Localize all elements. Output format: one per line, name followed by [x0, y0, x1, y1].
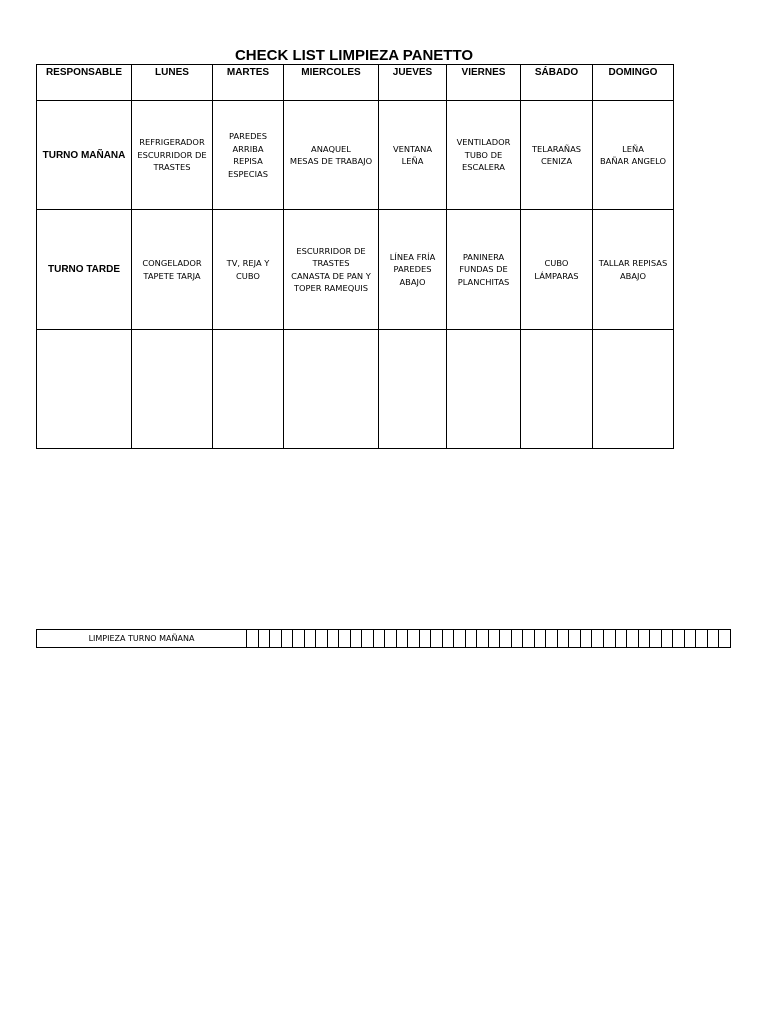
check-box-cell[interactable]	[603, 630, 615, 648]
task-cell	[521, 101, 593, 210]
check-box-cell[interactable]	[523, 630, 535, 648]
check-box-cell[interactable]	[638, 630, 650, 648]
task-line: ESCURRIDOR DE	[137, 149, 207, 160]
table-row	[37, 101, 674, 210]
task-line: BAÑAR ANGELO	[599, 156, 667, 166]
column-header: DOMINGO	[593, 65, 674, 101]
task-line: CUBO	[544, 258, 569, 268]
check-box-cell[interactable]	[258, 630, 270, 648]
task-cell	[284, 101, 379, 210]
task-line: TELARAÑAS	[531, 143, 582, 154]
task-line: FUNDAS DE	[459, 264, 508, 275]
column-header: VIERNES	[447, 65, 521, 101]
task-cell	[132, 330, 213, 449]
column-header: MARTES	[213, 65, 284, 101]
check-box-cell[interactable]	[627, 630, 639, 648]
check-box-cell[interactable]	[431, 630, 443, 648]
check-box-cell[interactable]	[477, 630, 489, 648]
column-header: JUEVES	[379, 65, 447, 101]
cleaning-shift-strip	[36, 629, 731, 648]
check-box-cell[interactable]	[327, 630, 339, 648]
table-row	[37, 330, 674, 449]
check-box-cell[interactable]	[350, 630, 362, 648]
task-line: TOPER RAMEQUIS	[293, 283, 369, 293]
check-box-cell[interactable]	[500, 630, 512, 648]
task-line: TAPETE TARJA	[143, 270, 201, 281]
task-cell	[593, 330, 674, 449]
task-line: CANASTA DE PAN Y	[291, 270, 371, 281]
task-line: LEÑA	[401, 156, 424, 166]
strip-label: LIMPIEZA TURNO MAÑANA	[37, 630, 247, 648]
checklist-table	[36, 64, 674, 449]
check-box-cell[interactable]	[419, 630, 431, 648]
header-row	[37, 65, 674, 101]
task-line: CONGELADOR	[142, 258, 202, 268]
task-line: PLANCHITAS	[457, 276, 510, 287]
task-cell	[213, 210, 284, 330]
task-line: TV, REJA Y	[226, 258, 270, 268]
task-line: LEÑA	[622, 143, 644, 154]
task-cell	[379, 101, 447, 210]
task-line: TRASTES	[153, 162, 191, 173]
task-line: ANAQUEL	[311, 143, 351, 154]
task-line: PAREDES	[228, 131, 268, 141]
check-box-cell[interactable]	[696, 630, 708, 648]
check-box-cell[interactable]	[270, 630, 282, 648]
task-cell	[284, 330, 379, 449]
task-cell	[447, 101, 521, 210]
check-box-cell[interactable]	[385, 630, 397, 648]
column-header: RESPONSABLE	[37, 65, 132, 101]
table-row	[37, 210, 674, 330]
check-box-cell[interactable]	[362, 630, 374, 648]
task-cell	[521, 210, 593, 330]
column-header: MIERCOLES	[284, 65, 379, 101]
check-box-cell[interactable]	[488, 630, 500, 648]
task-line: VENTILADOR	[456, 137, 511, 148]
check-box-cell[interactable]	[534, 630, 546, 648]
task-line: ESPECIAS	[228, 168, 268, 179]
task-cell	[284, 210, 379, 330]
task-line: VENTANA	[392, 143, 433, 154]
check-box-cell[interactable]	[247, 630, 259, 648]
task-line: PANINERA	[462, 251, 505, 262]
page-title: CHECK LIST LIMPIEZA PANETTO	[234, 47, 474, 64]
task-cell	[593, 101, 674, 210]
task-cell	[447, 210, 521, 330]
check-box-cell[interactable]	[442, 630, 454, 648]
task-cell	[379, 330, 447, 449]
check-box-cell[interactable]	[396, 630, 408, 648]
check-box-cell[interactable]	[465, 630, 477, 648]
task-line: CUBO	[236, 270, 260, 281]
task-line: TALLAR REPISAS	[598, 258, 668, 268]
task-line: TUBO DE	[464, 149, 503, 160]
column-header: SÁBADO	[521, 65, 593, 101]
task-line: ESCALERA	[462, 162, 505, 173]
check-box-cell[interactable]	[661, 630, 673, 648]
task-cell	[213, 330, 284, 449]
check-box-cell[interactable]	[546, 630, 558, 648]
task-cell	[521, 330, 593, 449]
check-box-cell[interactable]	[304, 630, 316, 648]
task-line: ESCURRIDOR DE	[296, 245, 366, 256]
check-box-cell[interactable]	[673, 630, 685, 648]
task-line: REPISA	[233, 156, 263, 166]
task-line: LÍNEA FRÍA	[389, 251, 436, 262]
check-box-cell[interactable]	[684, 630, 696, 648]
task-line: CENIZA	[540, 156, 573, 166]
column-header: LUNES	[132, 65, 213, 101]
task-line: ABAJO	[399, 276, 426, 287]
responsable-cell: TURNO TARDE	[37, 210, 132, 330]
responsable-cell: TURNO MAÑANA	[37, 101, 132, 210]
check-box-cell[interactable]	[454, 630, 466, 648]
check-box-cell[interactable]	[615, 630, 627, 648]
check-box-cell[interactable]	[592, 630, 604, 648]
check-box-cell[interactable]	[408, 630, 420, 648]
check-box-cell[interactable]	[316, 630, 328, 648]
task-cell	[379, 210, 447, 330]
task-cell	[132, 210, 213, 330]
check-box-cell[interactable]	[580, 630, 592, 648]
check-box-cell[interactable]	[511, 630, 523, 648]
task-cell	[447, 330, 521, 449]
task-line: TRASTES	[312, 258, 350, 268]
check-box-cell[interactable]	[293, 630, 305, 648]
task-line: LÁMPARAS	[534, 270, 579, 281]
check-box-cell[interactable]	[569, 630, 581, 648]
task-line: ARRIBA	[232, 143, 264, 154]
check-box-cell[interactable]	[557, 630, 569, 648]
responsable-cell	[37, 330, 132, 449]
check-box-cell[interactable]	[707, 630, 719, 648]
check-box-cell[interactable]	[373, 630, 385, 648]
check-box-cell[interactable]	[339, 630, 351, 648]
task-line: PAREDES	[393, 264, 432, 275]
task-cell	[132, 101, 213, 210]
strip-row	[37, 630, 731, 648]
task-line: ABAJO	[619, 270, 647, 281]
check-box-cell[interactable]	[281, 630, 293, 648]
task-cell	[593, 210, 674, 330]
task-cell	[213, 101, 284, 210]
task-line: MESAS DE TRABAJO	[289, 156, 373, 166]
check-box-cell[interactable]	[719, 630, 731, 648]
check-box-cell[interactable]	[650, 630, 662, 648]
task-line: REFRIGERADOR	[139, 137, 205, 148]
